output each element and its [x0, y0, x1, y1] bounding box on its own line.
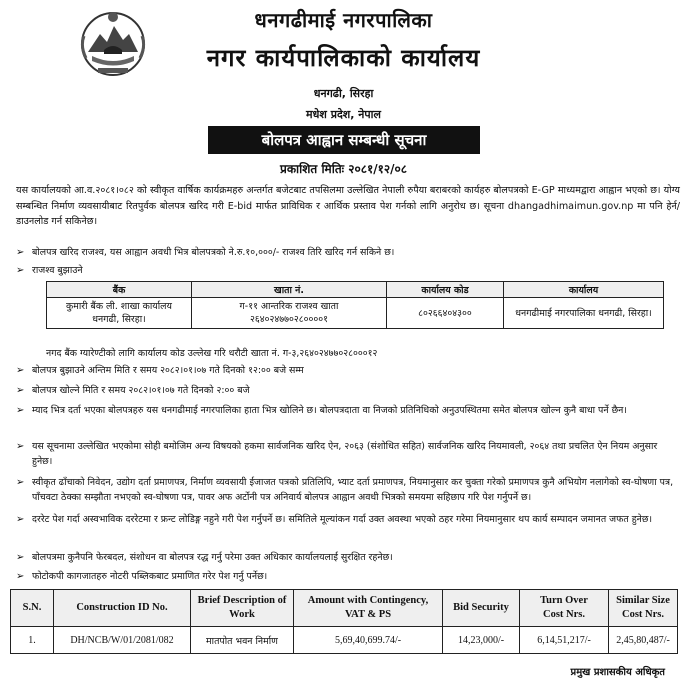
- arrow-icon: ➢: [16, 385, 25, 396]
- published-date: प्रकाशित मितिः २०८१/१२/०८: [280, 162, 407, 176]
- column-header: S.N.: [11, 590, 54, 627]
- bullet-rate-rules: ➢ दररेट पेश गर्दा अस्वभाविक दररेटमा र फ्रन्ट लोडिङ्ग नहुने गरी पेश गर्नुपर्ने छ। समितिले मूल्यांकन गर्दा उक्त अवस्था भएको ठहर गरेमा नियमानुसार थप कार्य सम्पादन जमानत जफत हुनेछ।: [16, 513, 680, 528]
- bullet-submission-deadline: ➢ बोलपत्र बुझाउने अन्तिम मिति र समय २०८२।०१।०७ गते दिनको १२:०० बजे सम्म: [16, 364, 680, 379]
- column-header: खाता नं.: [192, 282, 387, 298]
- bullet-opening-location: ➢ म्याद भित्र दर्ता भएका बोलपत्रहरु यस धनगढीमाई नगरपालिका हाता भित्र खोलिने छ। बोलपत्रदाता वा निजको प्रतिनिधिको अनुउपस्थितमा समेत बोलपत्र खोल्न कुनै बाधा पर्ने छैन।: [16, 404, 680, 419]
- column-header: Similar Size Cost Nrs.: [609, 590, 678, 627]
- bank-cell: कुमारी बैंक ली. शाखा कार्यालय धनगढी, सिरहा।: [47, 298, 192, 329]
- bullet-required-documents: ➢ स्वीकृत ढाँचाको निवेदन, उद्योग दर्ता प्रमाणपत्र, निर्माण व्यवसायी ईजाजत पत्रको प्रतिलिपि, भ्याट दर्ता प्रमाणपत्र, नियमानुसार कर चुक्ता गरेको प्रमाणपत्र कुनै अभियोग नलागेको स्व-घोषणा पत्र, पाँचवटा ठेक्का सम्झौता नभएको स्व-घोषणा पत्र, पावर अफ अर्टोनी पत्र अनिवार्य बोलपत्र आह्वान अवधी भित्रको समयमा सहिछाप गरि पेश गर्नुपर्ने छ।: [16, 477, 674, 503]
- office-province: मधेश प्रदेश, नेपाल: [306, 108, 381, 121]
- bullet-opening-date: ➢ बोलपत्र खोल्ने मिति र समय २०८२।०१।०७ गते दिनको २:०० बजे: [16, 384, 680, 399]
- column-header: Brief Description of Work: [191, 590, 294, 627]
- amount-cell: 5,69,40,699.74/-: [294, 627, 443, 654]
- arrow-icon: ➢: [16, 265, 25, 276]
- column-header: Construction ID No.: [54, 590, 191, 627]
- column-header: Bid Security: [443, 590, 520, 627]
- office-code-cell: ८०२६६४०४३००: [387, 298, 504, 329]
- arrow-icon: ➢: [16, 571, 25, 582]
- arrow-icon: ➢: [16, 477, 25, 488]
- table-header-row: [47, 282, 664, 298]
- column-header: कार्यालय कोड: [387, 282, 504, 298]
- column-header: Amount with Contingency, VAT & PS: [294, 590, 443, 627]
- office-name: नगर कार्यपालिकाको कार्यालय: [206, 44, 481, 72]
- arrow-icon: ➢: [16, 441, 25, 452]
- arrow-icon: ➢: [16, 552, 25, 563]
- office-address: धनगढी, सिरहा: [313, 87, 374, 100]
- construction-id-cell: DH/NCB/W/01/2081/082: [54, 627, 191, 654]
- table-row: [47, 298, 664, 329]
- bullet-revenue-deposit: ➢ राजश्व बुझाउने: [16, 264, 680, 279]
- arrow-icon: ➢: [16, 247, 25, 258]
- turnover-cell: 6,14,51,217/-: [520, 627, 609, 654]
- account-table: [46, 281, 664, 329]
- bullet-notary: ➢ फोटोकपी कागजातहरु नोटरी पब्लिकबाट प्रमाणित गरेर पेश गर्नु पर्नेछ।: [16, 570, 680, 585]
- column-header: बैंक: [47, 282, 192, 298]
- account-cell: ग-११ आन्तरिक राजश्व खाता २६४०२४७७०२८००००१: [192, 298, 387, 329]
- bid-security-cell: 14,23,000/-: [443, 627, 520, 654]
- intro-paragraph: यस कार्यालयको आ.व.२०८१।०८२ को स्वीकृत वार्षिक कार्यक्रमहरु अन्तर्गत बजेटबाट तपसिलमा उल्लेखित नेपाली रुपैया बराबरको कार्यहरु बोलपत्रको E-GP माध्यमद्वारा आह्वान भएको छ। योग्य सम्बन्धित निर्माण व्यवसायीबाट रितपुर्वक बोलपत्र खरिद गरी E-bid मार्फत प्राविधिक र आर्थिक प्रस्ताव पेश गर्नको लागि अनुरोध छ। सूचना dhangadhimaimun.gov.np मा पनि हेर्न/डाउनलोड गर्न सकिनेछ।: [16, 185, 681, 227]
- bullet-purchase-fee: ➢ बोलपत्र खरिद राजश्व, यस आह्वान अवधी भित्र बोलपत्रको ने.रु.१०,०००/- राजश्व तिरि खरिद गर्न सकिने छ।: [16, 246, 680, 261]
- table-header-row: [11, 590, 678, 627]
- sn-cell: 1.: [11, 627, 54, 654]
- signature-designation: प्रमुख प्रशासकीय अधिकृत: [570, 667, 665, 678]
- guarantee-note: नगद बैंक ग्यारेण्टीको लागि कार्यालय कोड उल्लेख गरि धरौटी खाता नं. ग-३,२६४०२४७७०२८०००१२: [46, 348, 378, 359]
- bullet-rights-reserved: ➢ बोलपत्रमा कुनैपनि फेरबदल, संशोधन वा बोलपत्र रद्ध गर्नु परेमा उक्त अधिकार कार्यालयलाई सुरक्षित रहनेछ।: [16, 551, 680, 566]
- column-header: कार्यालय: [504, 282, 664, 298]
- arrow-icon: ➢: [16, 405, 25, 416]
- column-header: Turn Over Cost Nrs.: [520, 590, 609, 627]
- arrow-icon: ➢: [16, 365, 25, 376]
- notice-title: बोलपत्र आह्वान सम्बन्धी सूचना: [208, 126, 480, 154]
- bullet-procurement-law: ➢ यस सूचनामा उल्लेखित भएकोमा सोही बमोजिम अन्य विषयको हकमा सार्वजनिक खरिद ऐन, २०६३ (संशोधित सहित) सार्वजनिक खरिद नियमावली, २०६४ तथा प्रचलित ऐन नियम अनुसार हुनेछ।: [16, 441, 658, 467]
- office-cell: धनगढीमाई नगरपालिका धनगढी, सिरहा।: [504, 298, 664, 329]
- similar-size-cell: 2,45,80,487/-: [609, 627, 678, 654]
- works-table: [10, 589, 678, 654]
- arrow-icon: ➢: [16, 514, 25, 525]
- table-row: [11, 627, 678, 654]
- municipality-name: धनगढीमाई नगरपालिका: [254, 8, 433, 32]
- description-cell: मातपोत भवन निर्माण: [191, 627, 294, 654]
